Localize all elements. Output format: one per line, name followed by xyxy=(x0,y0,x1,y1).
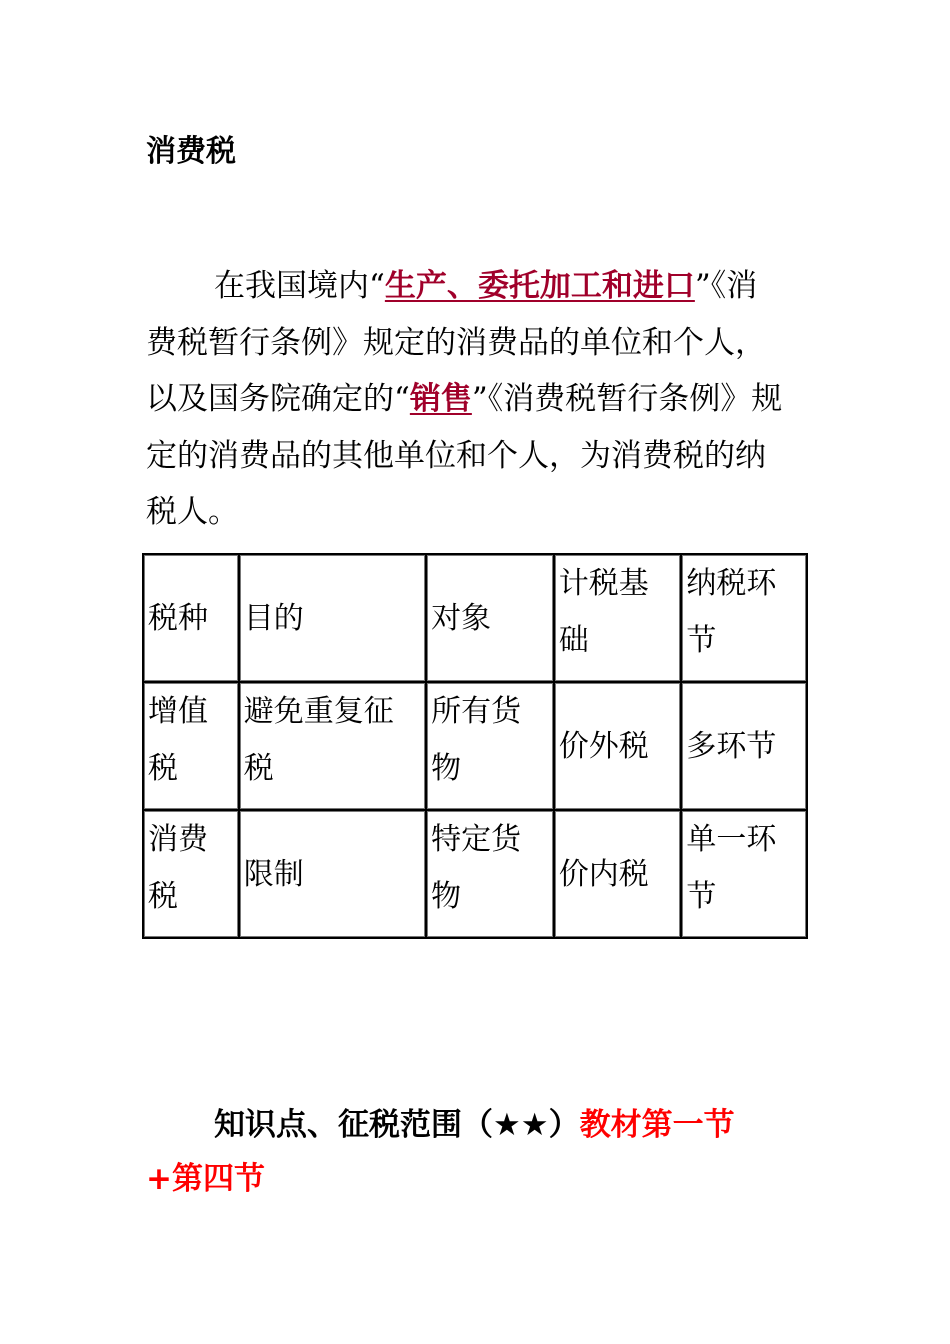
section-title: 知识点、征税范围（★★） xyxy=(214,1107,580,1143)
table-row xyxy=(143,810,807,938)
page-title: 消费税 xyxy=(146,134,236,169)
emphasis-sales: 销售 xyxy=(409,381,472,417)
table-header-row xyxy=(143,554,807,682)
intro-text-1: 在我国境内“ xyxy=(214,268,385,304)
section-heading xyxy=(146,1098,786,1206)
table-cell: 价内税 xyxy=(554,810,682,938)
table-row xyxy=(143,682,807,810)
table-cell: 所有货物 xyxy=(426,682,554,810)
table-cell: 多环节 xyxy=(681,682,807,810)
intro-paragraph xyxy=(146,258,786,541)
table-header-cell: 目的 xyxy=(239,554,426,682)
table-cell: 消费税 xyxy=(143,810,239,938)
emphasis-production: 生产、委托加工和进口 xyxy=(384,268,695,304)
table-cell: 避免重复征税 xyxy=(239,682,426,810)
table-header-cell: 对象 xyxy=(426,554,554,682)
table-cell: 特定货物 xyxy=(426,810,554,938)
table-header-cell: 税种 xyxy=(143,554,239,682)
table-cell: 增值税 xyxy=(143,682,239,810)
intro-text-2: ”《消费税暂行条例》规定的消费品的单位和个人，以及国务院确定的“ xyxy=(146,268,766,417)
table-header-cell: 计税基础 xyxy=(554,554,682,682)
section-reference: 教材第一节+第四节 xyxy=(146,1107,735,1197)
table-cell: 单一环节 xyxy=(681,810,807,938)
intro-text-3: ”《消费税暂行条例》规定的消费品的其他单位和个人，为消费税的纳税人。 xyxy=(146,381,783,530)
table-header-cell: 纳税环节 xyxy=(681,554,807,682)
table-cell: 限制 xyxy=(239,810,426,938)
comparison-table xyxy=(142,553,808,939)
table-cell: 价外税 xyxy=(554,682,682,810)
